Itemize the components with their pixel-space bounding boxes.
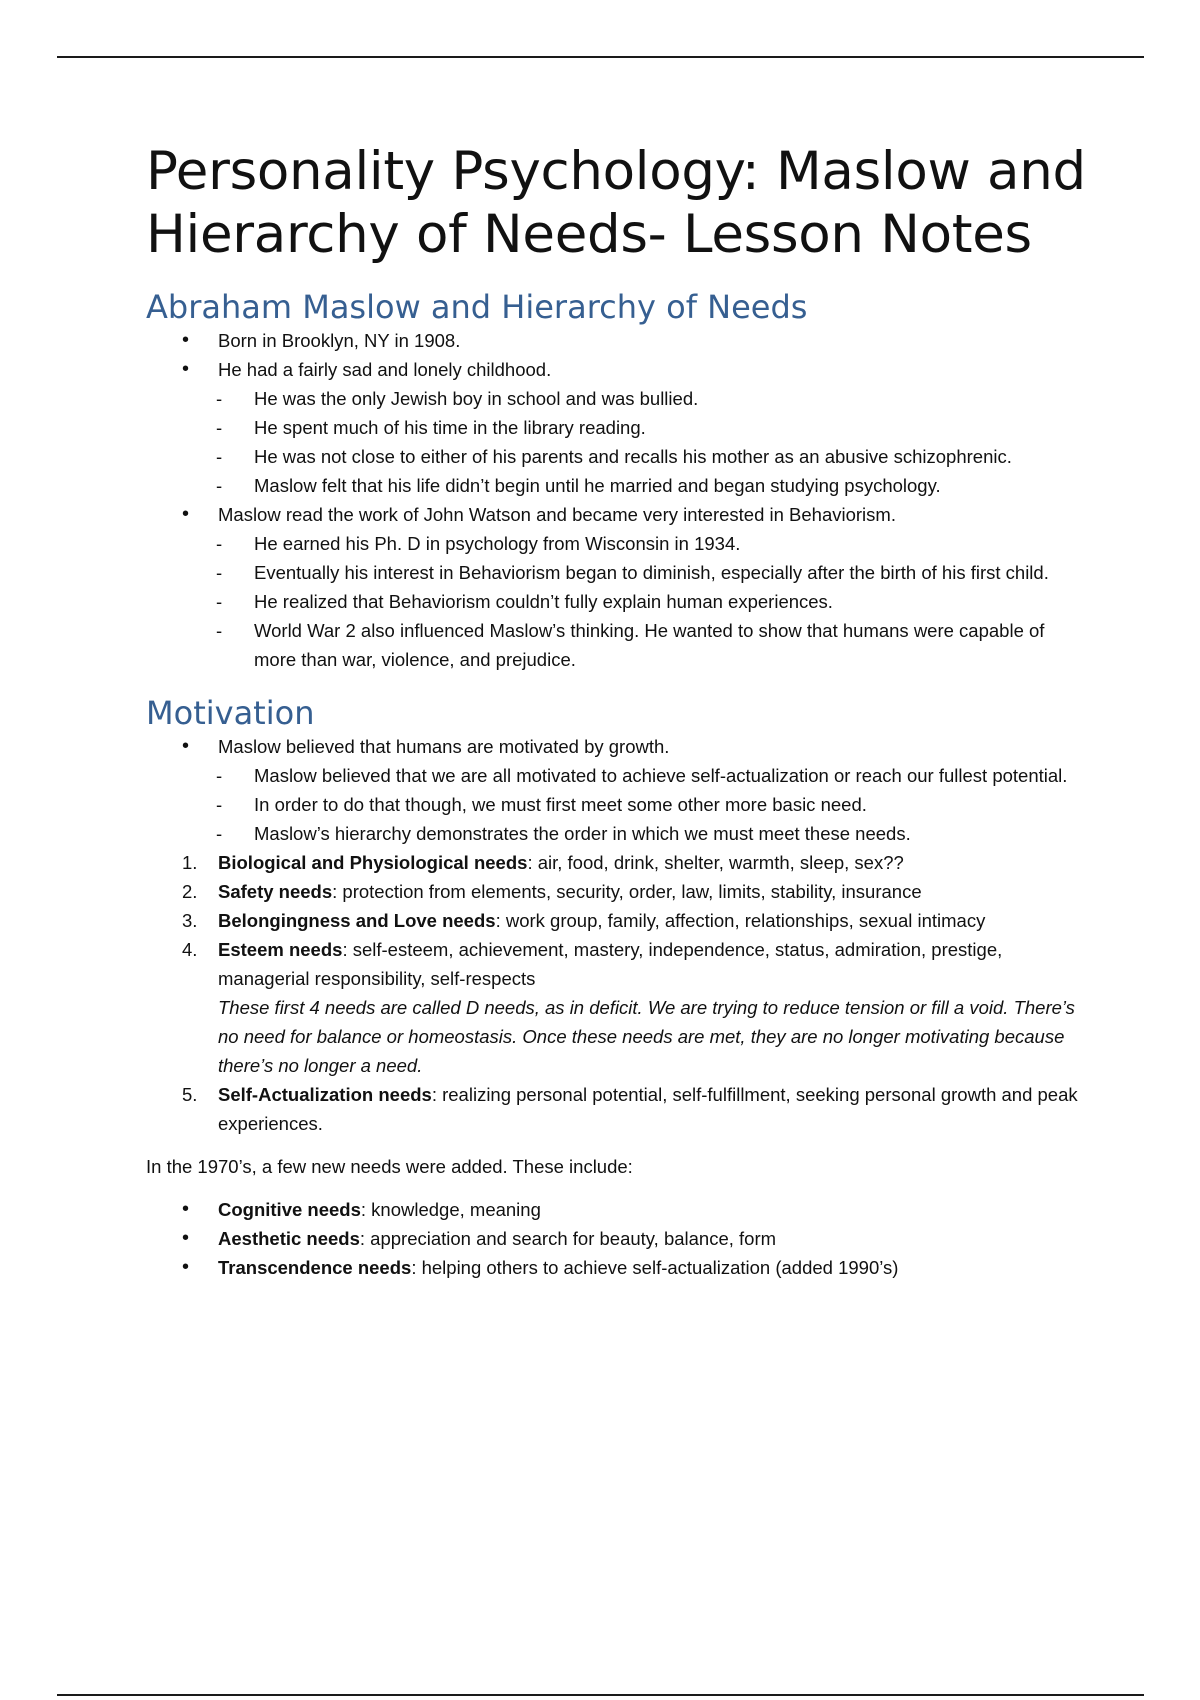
list-item: • He had a fairly sad and lonely childhood. (146, 355, 1086, 384)
section-heading-maslow: Abraham Maslow and Hierarchy of Needs (146, 288, 808, 326)
need-item-1 (146, 848, 1086, 877)
sub-list-item: - He spent much of his time in the library reading. (146, 413, 1086, 442)
bottom-rule (57, 1694, 1144, 1696)
added-needs-list (146, 1195, 1086, 1282)
need-description: : work group, family, affection, relationships, sexual intimacy (495, 910, 986, 931)
sub-list-item: - In order to do that though, we must first meet some other more basic need. (146, 790, 1086, 819)
added-needs-intro: In the 1970’s, a few new needs were added. These include: (146, 1156, 633, 1177)
need-item-5 (146, 1080, 1086, 1138)
bullet-list-motivation (146, 732, 1086, 848)
sub-list-item: - Eventually his interest in Behaviorism began to diminish, especially after the birth of his first child. (146, 558, 1086, 587)
list-item: • Maslow read the work of John Watson and became very interested in Behaviorism. (146, 500, 1086, 529)
need-term: Aesthetic needs (218, 1228, 360, 1249)
document-title: Personality Psychology: Maslow and Hierarchy of Needs- Lesson Notes (146, 141, 1086, 265)
sub-list-item: - He was the only Jewish boy in school and was bullied. (146, 384, 1086, 413)
need-term: Biological and Physiological needs (218, 852, 528, 873)
need-number: 1. (182, 852, 198, 873)
need-term: Transcendence needs (218, 1257, 412, 1278)
need-term: Belongingness and Love needs (218, 910, 496, 931)
document-page (146, 140, 1086, 1282)
need-description: : protection from elements, security, order, law, limits, stability, insurance (332, 881, 922, 902)
sub-list-item: - He was not close to either of his parents and recalls his mother as an abusive schizophrenic. (146, 442, 1086, 471)
need-term: Esteem needs (218, 939, 343, 960)
need-number: 2. (182, 881, 198, 902)
need-description: : realizing personal potential, self-fulfillment, seeking personal growth and peak experiences. (218, 1084, 1078, 1134)
need-description: : air, food, drink, shelter, warmth, sleep, sex?? (527, 852, 904, 873)
need-description: : helping others to achieve self-actualization (added 1990’s) (411, 1257, 899, 1278)
need-description: : appreciation and search for beauty, balance, form (359, 1228, 777, 1249)
added-need-item (146, 1195, 1086, 1224)
section-heading-motivation: Motivation (146, 694, 315, 732)
need-term: Safety needs (218, 881, 333, 902)
need-term: Cognitive needs (218, 1199, 361, 1220)
need-item-4 (146, 935, 1086, 1080)
need-item-2 (146, 877, 1086, 906)
need-number: 3. (182, 910, 198, 931)
sub-list-item: - He earned his Ph. D in psychology from Wisconsin in 1934. (146, 529, 1086, 558)
sub-list-item: - Maslow felt that his life didn’t begin until he married and began studying psychology. (146, 471, 1086, 500)
sub-list-item: - Maslow believed that we are all motivated to achieve self-actualization or reach our fullest potential. (146, 761, 1086, 790)
needs-hierarchy-list (146, 848, 1086, 1138)
bullet-list-maslow (146, 326, 1086, 674)
top-rule (57, 56, 1144, 58)
need-number: 4. (182, 939, 198, 960)
sub-list-item: - World War 2 also influenced Maslow’s thinking. He wanted to show that humans were capable of more than war, violence, and prejudice. (146, 616, 1086, 674)
sub-list-item: - Maslow’s hierarchy demonstrates the order in which we must meet these needs. (146, 819, 1086, 848)
deficit-note: These first 4 needs are called D needs, as in deficit. We are trying to reduce tension or fill a void. There’s no need for balance or homeostasis. Once these needs are met, they are no longer motivating because there’s no longer a need. (218, 997, 1075, 1076)
added-need-item (146, 1224, 1086, 1253)
need-description: : self-esteem, achievement, mastery, independence, status, admiration, prestige, managerial responsibility, self-respects (218, 939, 1003, 989)
added-need-item (146, 1253, 1086, 1282)
need-number: 5. (182, 1084, 198, 1105)
need-description: : knowledge, meaning (360, 1199, 541, 1220)
sub-list-item: - He realized that Behaviorism couldn’t fully explain human experiences. (146, 587, 1086, 616)
need-item-3 (146, 906, 1086, 935)
need-term: Self-Actualization needs (218, 1084, 432, 1105)
list-item: • Maslow believed that humans are motivated by growth. (146, 732, 1086, 761)
list-item: • Born in Brooklyn, NY in 1908. (146, 326, 1086, 355)
